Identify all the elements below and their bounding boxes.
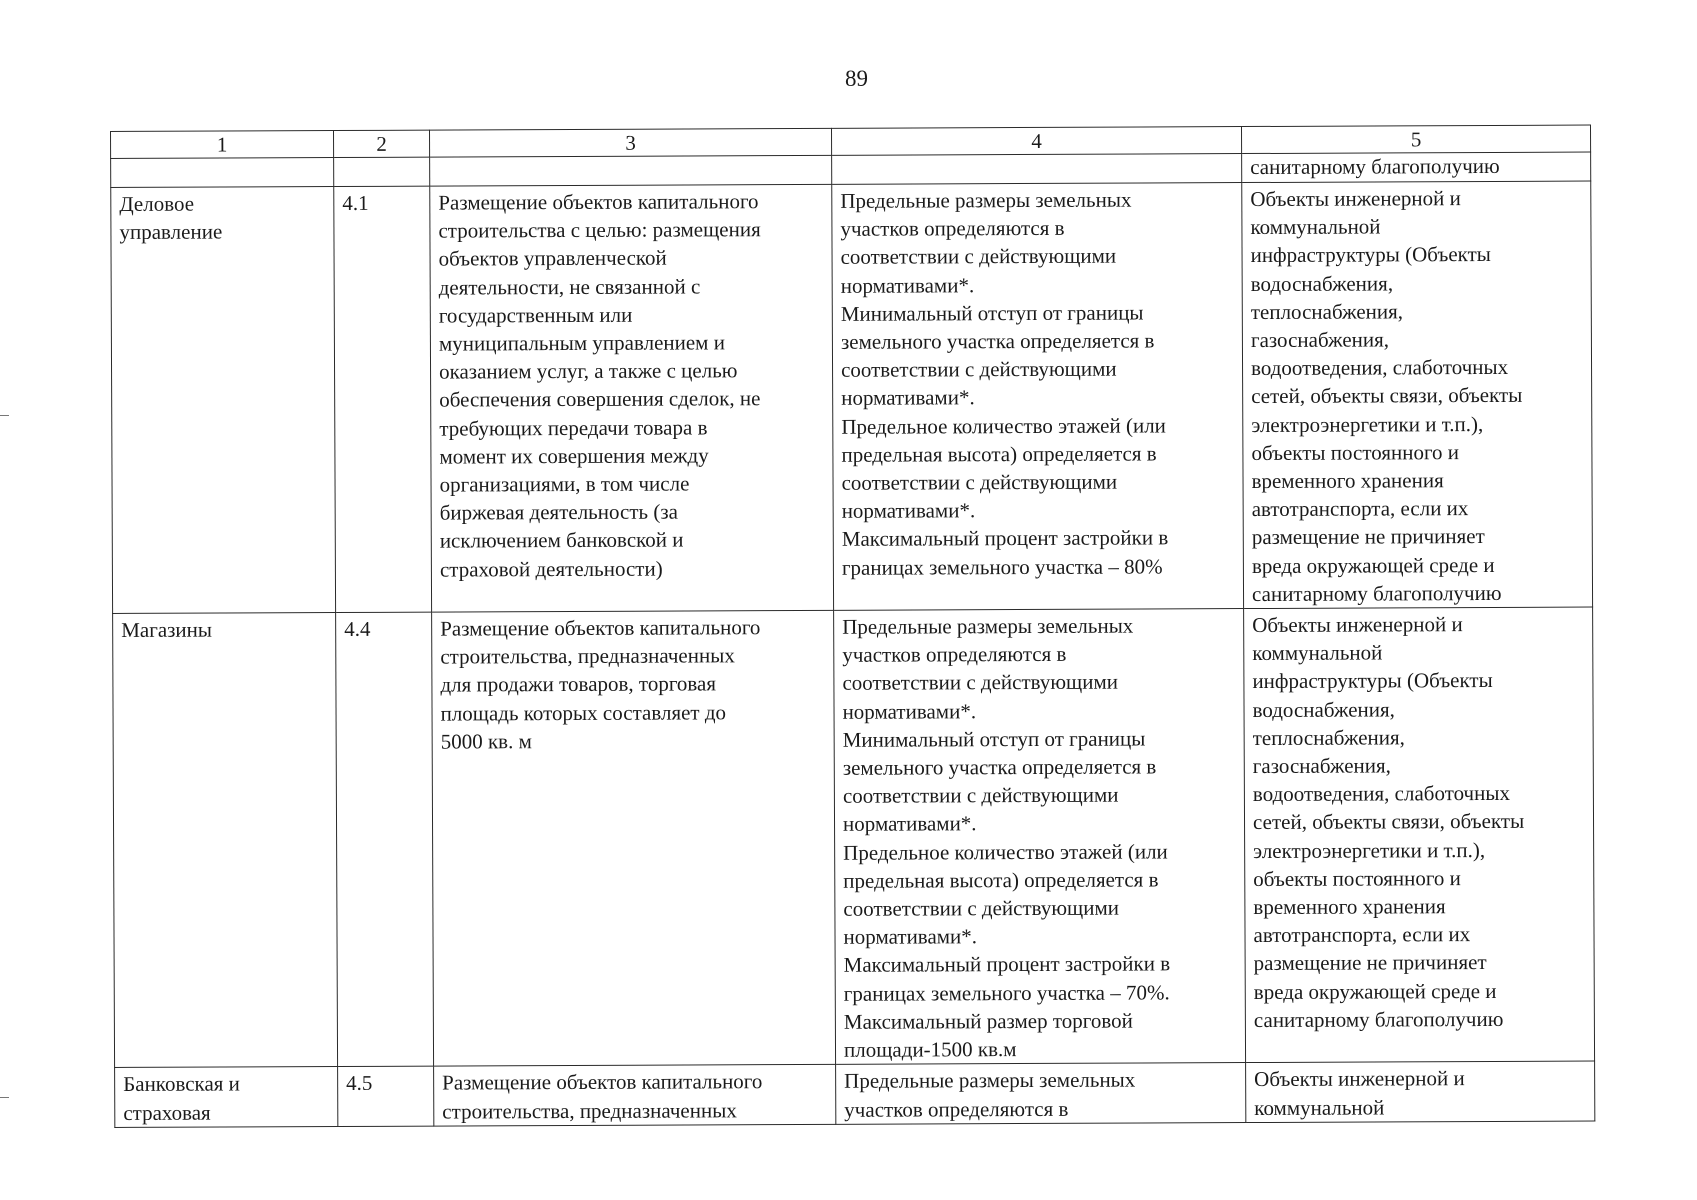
use-parameters: Предельные размеры земельных участков определяются в соответствии с действующими нормативами*. Минимальный отступ от границы земельного участка определяется в соответствии с действующими нормативами*. Предельное количество этажей (или предельная высота) определяется в соответствии с действующими нормативами*. Максимальный процент застройки в границах земельного участка – 70%. Максимальный размер торговой площади-1500 кв.м	[842, 613, 1171, 1062]
description-cell	[432, 610, 836, 1066]
use-name-cell	[113, 613, 338, 1068]
land-use-table	[110, 125, 1595, 1128]
use-parameters: Предельные размеры земельных участков определяются в	[844, 1067, 1136, 1122]
parameters-cell	[836, 1063, 1246, 1124]
empty-cell	[832, 154, 1242, 185]
auxiliary-uses: Объекты инженерной и коммунальной инфраструктуры (Объекты водоснабжения, теплоснабжения, газоснабжения, водоотведения, слаботочных сетей, объекты связи, объекты электроэнергетики и т.п.), объекты постоянного и временного хранения автотранспорта, если их размещение не причиняет вреда окружающей среде и санитарному благополучию	[1250, 186, 1523, 606]
empty-cell	[334, 157, 430, 186]
empty-cell	[430, 155, 832, 186]
use-parameters: Предельные размеры земельных участков определяются в соответствии с действующими нормативами*. Минимальный отступ от границы земельного участка определяется в соответствии с действующими нормативами*. Предельное количество этажей (или предельная высота) определяется в соответствии с действующими нормативами*. Максимальный процент застройки в границах земельного участка – 80%	[840, 187, 1169, 580]
auxiliary-cell	[1246, 1061, 1595, 1122]
use-name: Банковская и страховая	[123, 1071, 240, 1125]
table-row	[113, 607, 1595, 1068]
margin-mark	[0, 415, 9, 416]
use-code: 4.1	[342, 190, 369, 215]
page-number: 89	[845, 66, 868, 91]
table-row	[115, 1061, 1595, 1127]
use-name-cell	[115, 1067, 338, 1127]
use-name-cell	[111, 187, 336, 614]
margin-mark	[0, 1097, 9, 1098]
use-code-cell	[334, 186, 432, 612]
description-cell	[434, 1065, 836, 1126]
table-row	[111, 181, 1593, 614]
column-number: 5	[1241, 125, 1590, 154]
parameters-cell	[834, 609, 1246, 1065]
use-name: Магазины	[121, 617, 213, 643]
column-number: 2	[334, 130, 430, 157]
auxiliary-uses: Объекты инженерной и коммунальной	[1254, 1066, 1465, 1120]
use-description: Размещение объектов капитального строительства с целью: размещения объектов управленческой деятельности, не связанной с государственным или муниципальным управлением и оказанием услуг, а также с целью обеспечения совершения сделок, не требующих передачи товара в момент их совершения между организациями, в том числе биржевая деятельность (за исключением банковской и страховой деятельности)	[438, 189, 761, 582]
empty-cell	[111, 158, 334, 188]
column-number: 3	[429, 128, 831, 157]
description-cell	[430, 184, 834, 612]
use-description: Размещение объектов капитального строительства, предназначенных для продажи товаров, торговая площадь которых составляет до 5000 кв. м	[440, 615, 761, 754]
parameters-cell	[832, 183, 1244, 611]
use-code-cell	[338, 1066, 434, 1126]
auxiliary-cell	[1244, 607, 1595, 1063]
column-number: 4	[831, 127, 1241, 156]
use-code: 4.4	[344, 616, 371, 642]
use-code-cell	[336, 612, 434, 1067]
auxiliary-uses: Объекты инженерной и коммунальной инфраструктуры (Объекты водоснабжения, теплоснабжения, газоснабжения, водоотведения, слаботочных сетей, объекты связи, объекты электроэнергетики и т.п.), объекты постоянного и временного хранения автотранспорта, если их размещение не причиняет вреда окружающей среде и санитарному благополучию	[1252, 612, 1525, 1032]
carry-over-text: санитарному благополучию	[1242, 152, 1591, 183]
column-number: 1	[111, 131, 334, 159]
auxiliary-cell	[1242, 181, 1593, 609]
use-code: 4.5	[346, 1071, 373, 1096]
use-name: Деловое управление	[119, 191, 223, 245]
use-description: Размещение объектов капитального строительства, предназначенных	[442, 1069, 763, 1124]
